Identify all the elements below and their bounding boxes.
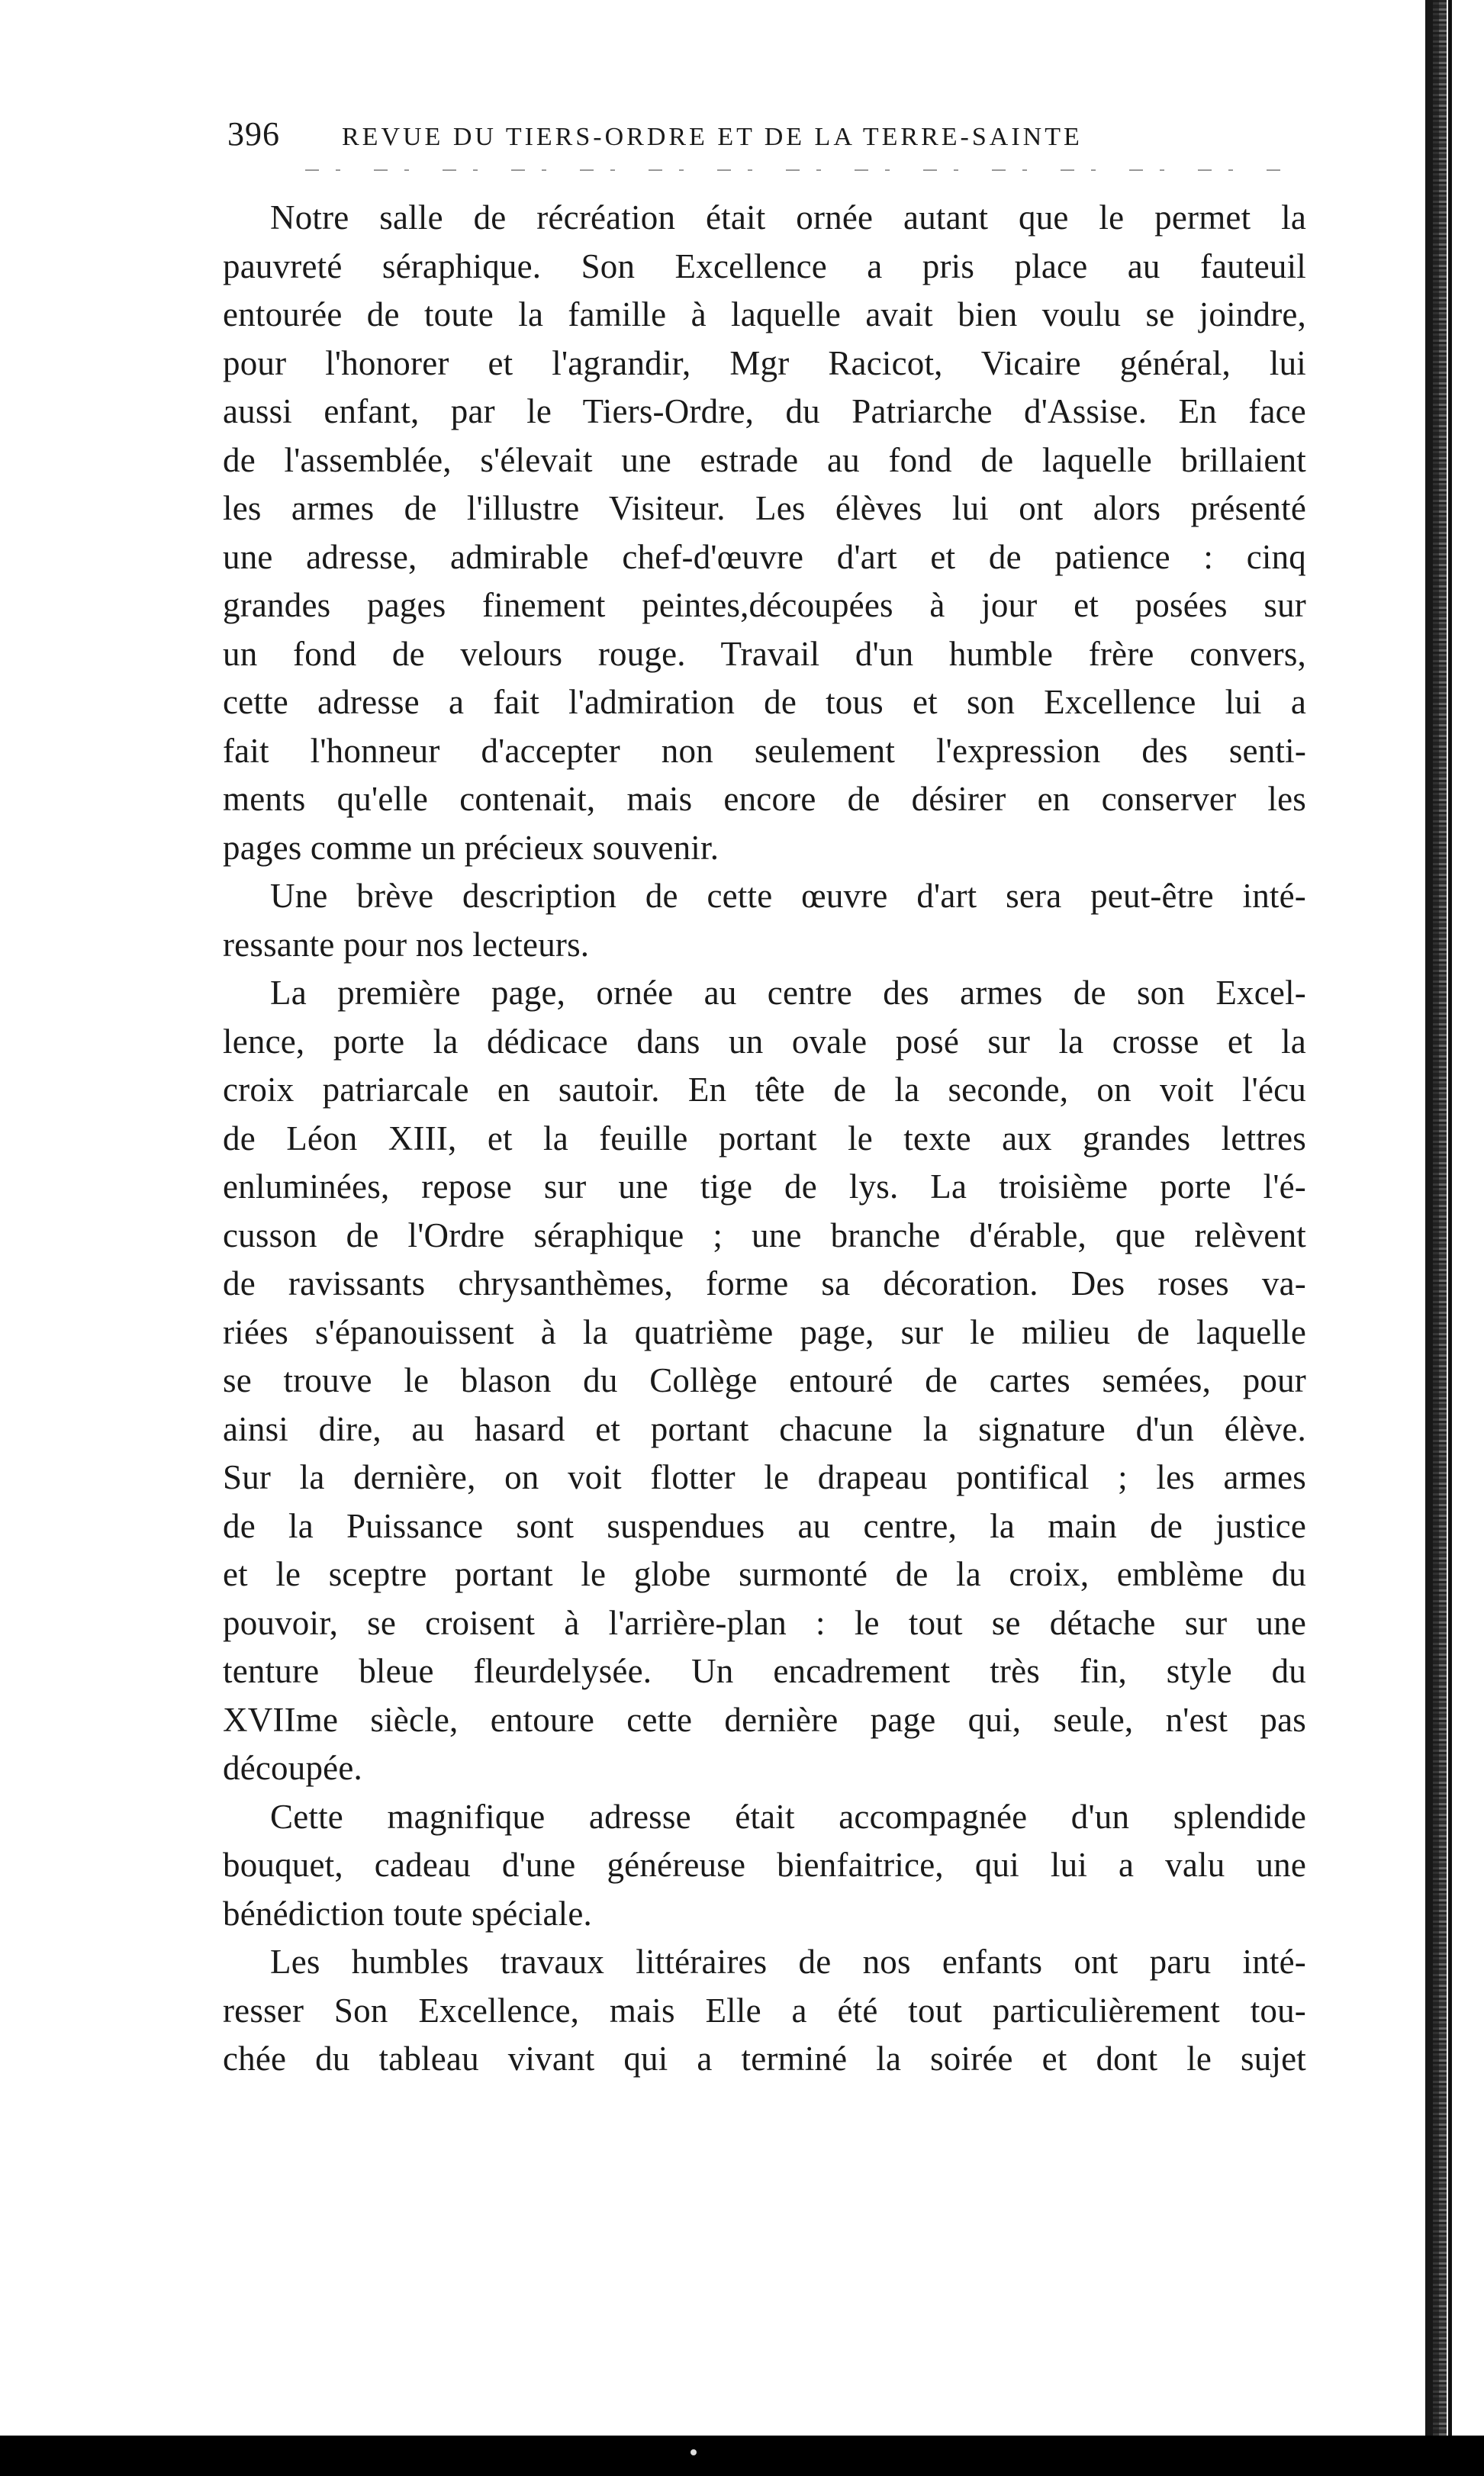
text-line: ainsi dire, au hasard et portant chacune la signature d'un élève. [223,1409,1306,1448]
text-line: pouvoir, se croisent à l'arrière-plan : le tout se détache sur une [223,1603,1306,1642]
text-line: un fond de velours rouge. Travail d'un humble frère convers, [223,634,1306,673]
text-line: lence, porte la dédicace dans un ovale posé sur la crosse et la [223,1022,1306,1061]
text-line: Les humbles travaux littéraires de nos enfants ont paru inté- [270,1943,1306,1981]
binding-edge-line [1448,0,1452,2476]
scan-bottom-border [0,2436,1484,2476]
text-line: de Léon XIII, et la feuille portant le texte aux grandes lettres [223,1119,1306,1158]
body-text [223,194,1306,2084]
text-line: XVIIme siècle, entoure cette dernière page qui, seule, n'est pas [223,1700,1306,1739]
text-line: bénédiction toute spéciale. [223,1894,592,1933]
text-line: Une brève description de cette œuvre d'art sera peut-être inté- [270,877,1306,915]
text-line: chée du tableau vivant qui a terminé la soirée et dont le sujet [223,2040,1306,2078]
text-line: ressante pour nos lecteurs. [223,925,590,964]
text-line: et le sceptre portant le globe surmonté de la croix, emblème du [223,1555,1306,1593]
header-rule [305,169,1297,171]
text-line: bouquet, cadeau d'une généreuse bienfaitrice, qui lui a valu une [223,1846,1306,1884]
text-line: enluminées, repose sur une tige de lys. La troisième porte l'é- [223,1167,1306,1206]
binding-edge [1425,0,1447,2476]
text-line: cette adresse a fait l'admiration de tous et son Excellence lui a [223,683,1306,721]
text-line: riées s'épanouissent à la quatrième page, sur le milieu de laquelle [223,1312,1306,1351]
text-line: fait l'honneur d'accepter non seulement l'expression des senti- [223,731,1306,770]
text-line: La première page, ornée au centre des armes de son Excel- [270,974,1306,1012]
scan-speck [690,2449,697,2455]
text-line: aussi enfant, par le Tiers-Ordre, du Patriarche d'Assise. En face [223,392,1306,430]
page-number: 396 [227,115,280,153]
text-line: une adresse, admirable chef-d'œuvre d'art et de patience : cinq [223,537,1306,576]
running-head [227,114,1303,168]
text-line: pour l'honorer et l'agrandir, Mgr Racicot, Vicaire général, lui [223,343,1306,382]
text-line: grandes pages finement peintes,découpées à jour et posées sur [223,586,1306,624]
text-line: ments qu'elle contenait, mais encore de désirer en conserver les [223,780,1306,818]
text-line: les armes de l'illustre Visiteur. Les élèves lui ont alors présenté [223,489,1306,527]
text-line: resser Son Excellence, mais Elle a été tout particulièrement tou- [223,1991,1306,2030]
text-line: de l'assemblée, s'élevait une estrade au fond de laquelle brillaient [223,440,1306,479]
text-line: découpée. [223,1749,362,1787]
running-title: REVUE DU TIERS-ORDRE ET DE LA TERRE-SAINTE [342,123,1083,151]
text-line: entourée de toute la famille à laquelle avait bien voulu se joindre, [223,295,1306,333]
text-line: se trouve le blason du Collège entouré de cartes semées, pour [223,1361,1306,1399]
text-line: croix patriarcale en sautoir. En tête de la seconde, on voit l'écu [223,1071,1306,1109]
text-line: de ravissants chrysanthèmes, forme sa décoration. Des roses va- [223,1264,1306,1302]
text-line: Cette magnifique adresse était accompagnée d'un splendide [270,1797,1306,1836]
text-line: cusson de l'Ordre séraphique ; une branche d'érable, que relèvent [223,1215,1306,1254]
text-line: de la Puissance sont suspendues au centre, la main de justice [223,1506,1306,1545]
text-line: Sur la dernière, on voit flotter le drapeau pontifical ; les armes [223,1458,1306,1496]
text-line: tenture bleue fleurdelysée. Un encadrement très fin, style du [223,1652,1306,1690]
text-line: pauvreté séraphique. Son Excellence a pris place au fauteuil [223,246,1306,285]
text-line: pages comme un précieux souvenir. [223,828,719,867]
text-line: Notre salle de récréation était ornée autant que le permet la [270,198,1306,237]
